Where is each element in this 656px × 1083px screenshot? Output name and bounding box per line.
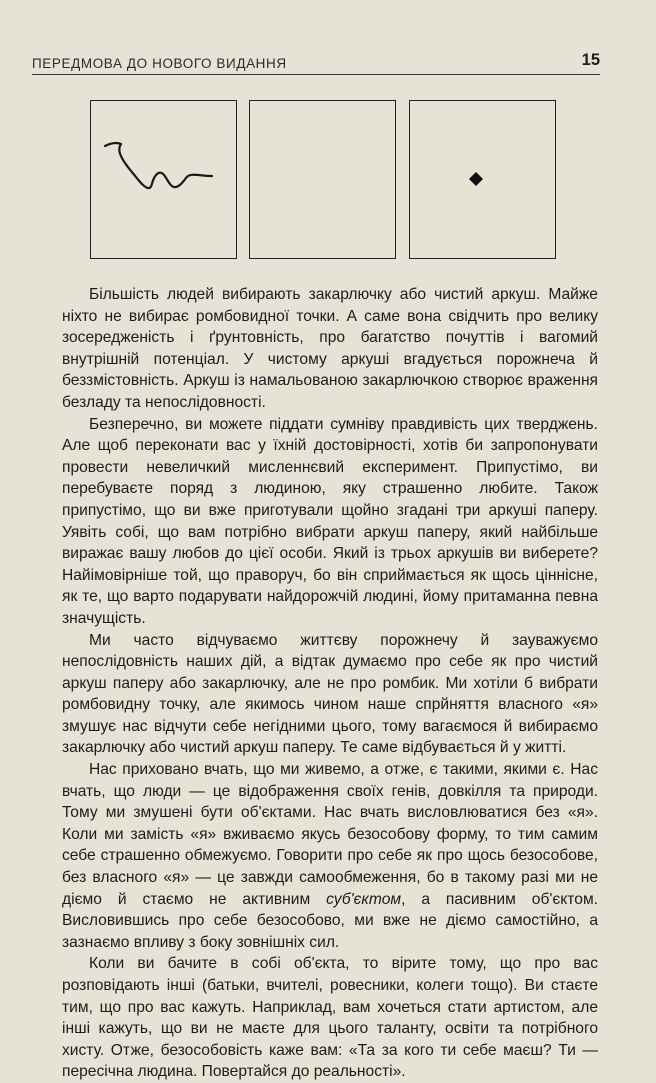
sheet-right [409,100,556,259]
paragraph-3: Ми часто відчуваємо життєву порожнечу й зауважуємо непослідовність наших дій, а відтак думаємо про себе як про чистий аркуш паперу або закарлючку, але не про ромбик. Ми хотіли б вибрати ромбовидну точку, але якимось чином наше спрйняття власного «я» змушує нас відчути себе негідними цього, тому вагаємося й вибираємо закарлючку або чистий аркуш паперу. Те саме відбувається й у житті. [62,631,598,757]
sheet-middle-blank [249,100,396,259]
paragraph-4-start: Нас приховано вчать, що ми живемо, а отже, є такими, якими є. Нас вчать, що люди — це відображення своїх генів, довкілля та природи. Тому ми змушені бути об'єктами. Нас вчать висловлюватися без «я». Коли ми замість «я» вживаємо якусь безособову форму, то тим самим себе страшенно обмежуємо. Говорити про себе як про щось безособове, без власного «я» — це завжди самообмеження, бо в такому разі ми не діємо й стаємо не активним [62,761,598,908]
paragraph-4-end: , а пасивним об'єктом. Висловившись про себе безособово, ми вже не діємо самостійно, а зазнаємо впливу з боку зовнішніх сил. [62,890,598,951]
emphasis-subject: суб'єктом [326,890,402,908]
paragraph-2: Безперечно, ви можете піддати сумніву правдивість цих тверджень. Але щоб переконати вас у їхній достовірності, хотів би запропонувати провести невеличкий мисленнєвий експеримент. Припустімо, ви перебуваєте поряд з людиною, яку страшенно любите. Також припустімо, що ви вже приготували щойно згадані три аркуші паперу. Уявіть собі, що вам потрібно вибрати аркуш паперу, який найбільше виражає вашу любов до цієї особи. Який із трьох аркушів ви виберете? Найімовірніше той, що праворуч, бо він сприймається як щось ціннісне, як те, що варто подарувати найдорожчій людині, йому притаманна певна значущість. [62,415,598,627]
page-header [32,50,600,74]
header-rule [32,74,600,75]
body-text [62,284,598,1083]
scribble-icon [91,101,238,260]
running-title: ПЕРЕДМОВА ДО НОВОГО ВИДАННЯ [32,56,287,71]
paragraph-5: Коли ви бачите в собі об'єкта, то вірите тому, що про вас розповідають інші (батьки, вчителі, ровесники, колеги тощо). Ви стаєте тим, що про вас кажуть. Наприклад, вам хочеться стати артистом, але інші кажуть, що ви не маєте для цього таланту, освіти та потрібного хисту. Отже, безособовість каже вам: «Та за кого ти себе маєш? Ти — пересічна людина. Повертайся до реальності». [62,955,598,1081]
page-number: 15 [581,51,600,69]
paragraph-4 [62,759,598,953]
sheet-left [90,100,237,259]
three-sheets-figure [90,100,540,260]
paragraph-1: Більшість людей вибирають закарлючку або чистий аркуш. Майже ніхто не вибирає ромбовидної точки. А саме вона свідчить про велику зосередженість і ґрунтовність, про багатство почуттів і вагомий внутрішній потенціал. У чистому аркуші вгадується порожнеча й беззмістовність. Аркуш із намальованою закарлючкою створює враження безладу та непослідовності. [62,286,598,411]
diamond-dot-icon [410,101,557,260]
